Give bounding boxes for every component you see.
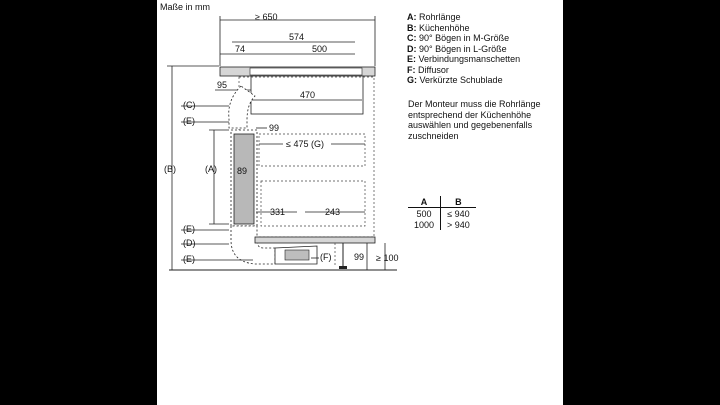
dim-331: 331 <box>270 207 286 217</box>
lower-drawer <box>261 181 365 226</box>
installer-note: Der Monteur muss die Rohrlänge entsprechend der Küchenhöhe auswählen und gegebenenfalls zuschneiden <box>408 99 541 141</box>
legend-item: D: 90° Bögen in L-Größe <box>407 43 507 54</box>
table-cell: 1000 <box>414 219 435 230</box>
dim-500: 500 <box>312 44 328 54</box>
legend-item: C: 90° Bögen in M-Größe <box>407 33 510 43</box>
legend <box>407 12 520 86</box>
drawing-sheet <box>157 0 563 405</box>
dim-243: 243 <box>325 207 341 217</box>
callout-a: (A) <box>205 164 217 174</box>
table-row <box>408 219 476 230</box>
dim-99-top: 99 <box>269 123 280 133</box>
table-row <box>408 208 476 220</box>
callout-c: (C) <box>183 100 196 110</box>
duct-pipe <box>234 134 254 224</box>
legend-item: A: Rohrlänge <box>407 12 461 22</box>
dim-99-bottom: 99 <box>354 252 365 262</box>
table-cell: ≤ 940 <box>441 208 476 220</box>
legend-item: G: Verkürzte Schublade <box>407 75 503 85</box>
dim-574: 574 <box>289 32 305 42</box>
units-title: Maße in mm <box>160 2 211 12</box>
callout-f: (F) <box>320 252 332 262</box>
dim-95: 95 <box>217 80 228 90</box>
dim-100: ≥ 100 <box>376 253 399 263</box>
callout-e1: (E) <box>183 116 195 126</box>
cooktop-cutout <box>250 68 362 75</box>
callout-d: (D) <box>183 238 196 248</box>
dim-650: ≥ 650 <box>255 12 278 22</box>
table-cell: > 940 <box>441 219 476 230</box>
table-header-a: A <box>408 196 441 208</box>
plinth-board <box>255 237 375 243</box>
legend-item: B: Küchenhöhe <box>407 22 470 33</box>
legend-item: F: Diffusor <box>407 64 449 75</box>
length-table <box>408 196 476 230</box>
callout-e3: (E) <box>183 254 195 264</box>
callout-e2: (E) <box>183 224 195 234</box>
callout-b: (B) <box>164 164 176 174</box>
dim-74: 74 <box>235 44 246 54</box>
table-header-b: B <box>441 196 476 208</box>
dim-89: 89 <box>237 166 248 176</box>
legend-item: E: Verbindungsmanschetten <box>407 54 521 64</box>
dim-475: ≤ 475 (G) <box>286 139 324 149</box>
table-cell: 500 <box>416 208 432 219</box>
bend-d <box>231 226 275 264</box>
dim-470: 470 <box>300 90 316 100</box>
